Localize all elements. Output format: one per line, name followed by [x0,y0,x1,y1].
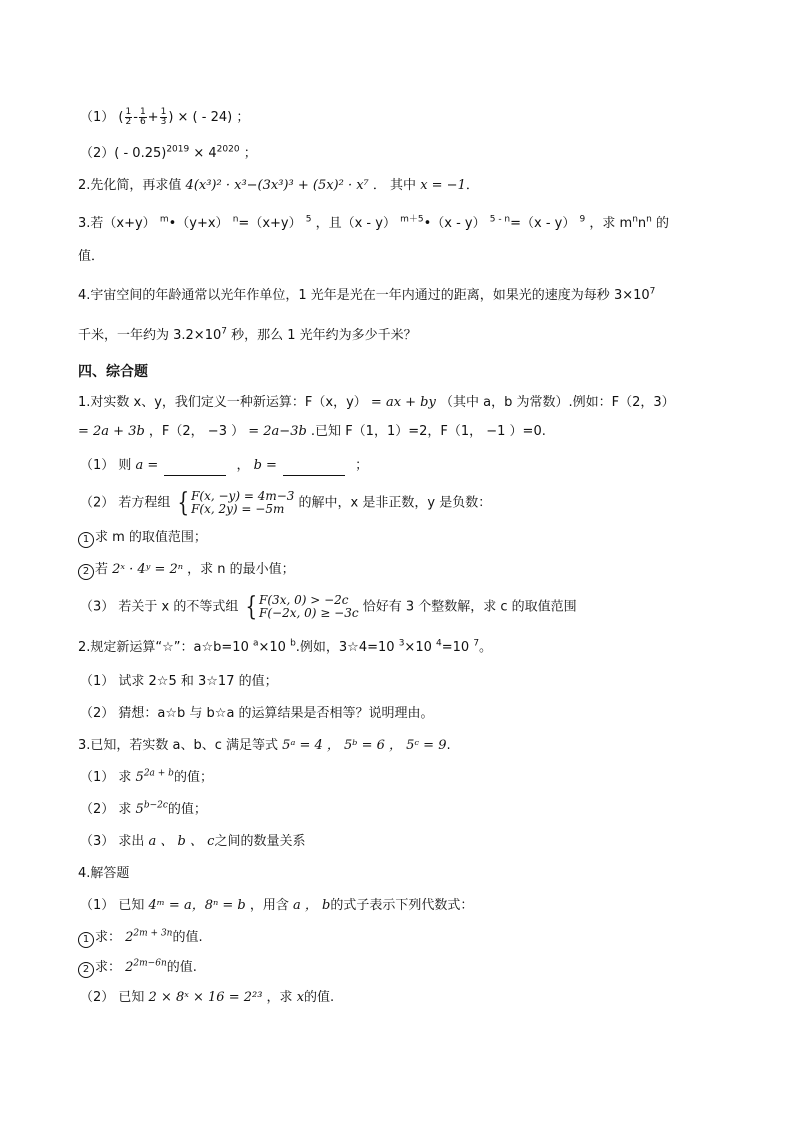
text: 3.若（x+y） [78,216,160,231]
text: 求： [95,930,126,945]
numerator: 1 [125,107,132,117]
equation-row: F(x, 2y) = −5m [191,502,285,516]
exponent: 7 [649,286,656,297]
exponent: 3 [398,638,405,649]
problem-4-1-part-2 [80,490,734,516]
problem-3-4-line-2 [78,326,734,346]
denominator: 3 [160,117,167,127]
text: n [637,216,647,231]
fraction-3 [160,108,168,127]
section-heading: 四、综合题 [78,364,148,380]
text: ，求 n 的最小值； [183,562,295,577]
problem-4-1-sub-2 [78,560,734,580]
text: 的值. [172,930,203,945]
exponent: 2019 [166,144,190,155]
exponent: m＋5 [400,214,424,225]
text: 秒，那么 1 光年约为多少千米？ [226,328,417,343]
text: .已知 F（1，1）=2，F（1， −1 ）=0. [306,424,546,439]
text: ×10 [404,640,436,655]
numerator: 1 [139,107,146,117]
text: （其中 a，b 为常数）.例如：F（2，3） [435,395,675,410]
text: 千米，一年约为 3.2×10 [78,328,222,343]
problem-3-3-line-2: 值． [78,249,105,264]
problem-4-4-part-1 [80,896,734,916]
exponent: n [232,214,239,225]
text: =10 [441,640,474,655]
text: 恰好有 3 个整数解，求 c 的取值范围 [358,599,577,615]
expression: × 4 [189,146,217,161]
exponent: 2020 [216,144,240,155]
text: （1） 已知 [80,898,149,913]
math-expression: = 2a−3b [248,424,307,439]
punctuation: ； [239,146,257,161]
text: （1） 求 [80,770,136,785]
text: ，F（2， −3 ） [144,424,249,439]
denominator: 2 [125,117,132,127]
expression-tail: × ( - 24) ； [177,110,250,125]
text: .例如，3☆4=10 [295,640,399,655]
problem-3-2 [78,176,734,196]
math-expression: = ax + by [370,395,436,410]
equation-row: F(x, −y) = 4m−3 [191,489,295,503]
math-expression: x [296,990,305,1005]
text: 的解中，x 是非正数，y 是负数： [294,495,492,511]
exponent: 2m−6n [133,958,167,969]
exponent: m [159,214,169,225]
math-expression: 5ᵃ = 4 ， 5ᵇ = 6 ， 5ᶜ = 9 [282,738,447,753]
text: ； [350,458,369,473]
problem-4-1-line-1 [78,393,734,413]
problem-text: 2.先化简，再求值 [78,178,186,193]
text: ，用含 [245,898,293,913]
exponent: 7 [221,326,227,337]
text: ×10 [258,640,291,655]
problem-3-4-line-1 [78,286,734,306]
exponent: b−2c [143,800,168,811]
inequality-system [243,594,359,620]
expression: （2）( - 0.25) [80,146,167,161]
math-expression: a = [135,458,159,473]
punctuation: ． [465,178,479,193]
text: 的值. [166,960,197,975]
text: （3） 若关于 x 的不等式组 [80,599,243,615]
fraction-2 [139,108,147,127]
inequality-row: F(3x, 0) > −2c [259,593,349,607]
brace: { [177,488,189,518]
operator: + [147,110,159,125]
text: 的 [651,216,670,231]
text: 2.规定新运算“☆”：a☆b=10 [78,640,253,655]
text: （2） 求 [80,802,136,817]
text: ，求 [262,990,297,1005]
math-expression: 2ˣ · 4ʸ = 2ⁿ [112,562,184,577]
text: （2） 若方程组 [80,495,175,511]
problem-4-4-line-1: 4.解答题 [78,866,130,881]
problem-text: ． 其中 [372,178,421,193]
exponent: n [646,214,652,225]
answer-blank-a[interactable] [164,461,226,476]
problem-4-2-part-2: （2） 猜想：a☆b 与 b☆a 的运算结果是否相等？说明理由。 [80,706,434,721]
text: . [446,738,451,753]
problem-4-3-part-3 [80,832,734,852]
exponent: 4 [436,638,442,649]
problem-4-1-line-2 [78,422,734,442]
problem-3-1-part-2 [80,144,734,164]
text: ，求 m [585,216,633,231]
text: ， [232,458,254,473]
text: 之间的数量关系 [214,834,306,849]
system-rows [259,594,359,620]
text: •（y+x） [168,216,233,231]
math-expression: 4(x³)² · x³−(3x³)³ + (5x)² · x⁷ [185,178,369,193]
math-expression: b = [253,458,277,473]
math-expression: = 2a + 3b [78,424,145,439]
part-label: （1） [80,110,115,125]
denominator: 6 [139,117,146,127]
exponent: 2a + b [143,768,174,779]
fraction-1 [125,108,133,127]
text: （3） 求出 [80,834,149,849]
problem-3-1-part-1 [80,108,734,128]
text: （2） 已知 [80,990,149,1005]
circled-number-icon: 1 [78,932,94,948]
math-expression: 2 [125,930,134,945]
math-expression: 2 × 8ˣ × 16 = 2²³ [148,990,263,1005]
paren-close: ) [168,110,174,125]
text: 求： [95,960,126,975]
problem-4-4-part-2 [80,988,734,1008]
text: =（x+y） [238,216,306,231]
numerator: 1 [160,107,167,117]
problem-4-4-sub-1 [78,928,734,948]
paren-open: ( [118,110,124,125]
problem-3-3-line-1 [78,214,734,234]
exponent: n [632,214,638,225]
math-expression: 2 [125,960,134,975]
problem-4-1-part-3 [80,594,734,620]
exponent: 5 - n [489,214,511,225]
exponent: 2m + 3n [133,928,173,939]
math-expression: 4ᵐ = a，8ⁿ = b [148,898,246,913]
text: ，且（x - y） [311,216,401,231]
brace: { [244,592,257,622]
text: 求 m 的取值范围； [95,530,207,545]
answer-blank-b[interactable] [283,461,345,476]
problem-4-3-line-1 [78,736,734,756]
exponent: b [290,638,296,649]
text: 的值； [173,770,213,785]
problem-4-2-line-1 [78,638,734,658]
math-expression: 5 [135,770,144,785]
text: 1.对实数 x、y，我们定义一种新运算：F（x，y） [78,395,371,410]
text: 的值. [304,990,335,1005]
system-rows [191,490,294,516]
problem-4-4-sub-2 [78,958,734,978]
math-expression: 5 [135,802,144,817]
circled-number-icon: 2 [78,564,94,580]
text: 的值； [167,802,207,817]
inequality-row: F(−2x, 0) ≥ −3c [259,606,359,620]
problem-4-3-part-1 [80,768,734,788]
exponent: 7 [473,638,480,649]
problem-4-2-part-1: （1） 试求 2☆5 和 3☆17 的值； [80,674,278,689]
exponent: 9 [579,214,586,225]
problem-4-1-sub-1 [78,528,734,548]
text: 的式子表示下列代数式： [330,898,474,913]
operator: - [133,110,138,125]
math-expression: a 、 b 、 c [148,834,215,849]
text: 4.宇宙空间的年龄通常以光年作单位，1 光年是光在一年内通过的距离，如果光的速度为每秒 3×10 [78,288,650,303]
math-expression: a ， b [292,898,331,913]
math-expression: x = −1 [420,178,466,193]
circled-number-icon: 1 [78,532,94,548]
text: •（x - y） [423,216,490,231]
text: （1） 则 [80,458,136,473]
exponent: 5 [305,214,312,225]
circled-number-icon: 2 [78,962,94,978]
exponent: a [252,638,259,649]
problem-4-1-part-1 [80,456,734,476]
text: 若 [95,562,113,577]
problem-4-3-part-2 [80,800,734,820]
text: =（x - y） [510,216,580,231]
text: 。 [479,640,493,655]
text: 3.已知，若实数 a、b、c 满足等式 [78,738,283,753]
equation-system [175,490,295,516]
